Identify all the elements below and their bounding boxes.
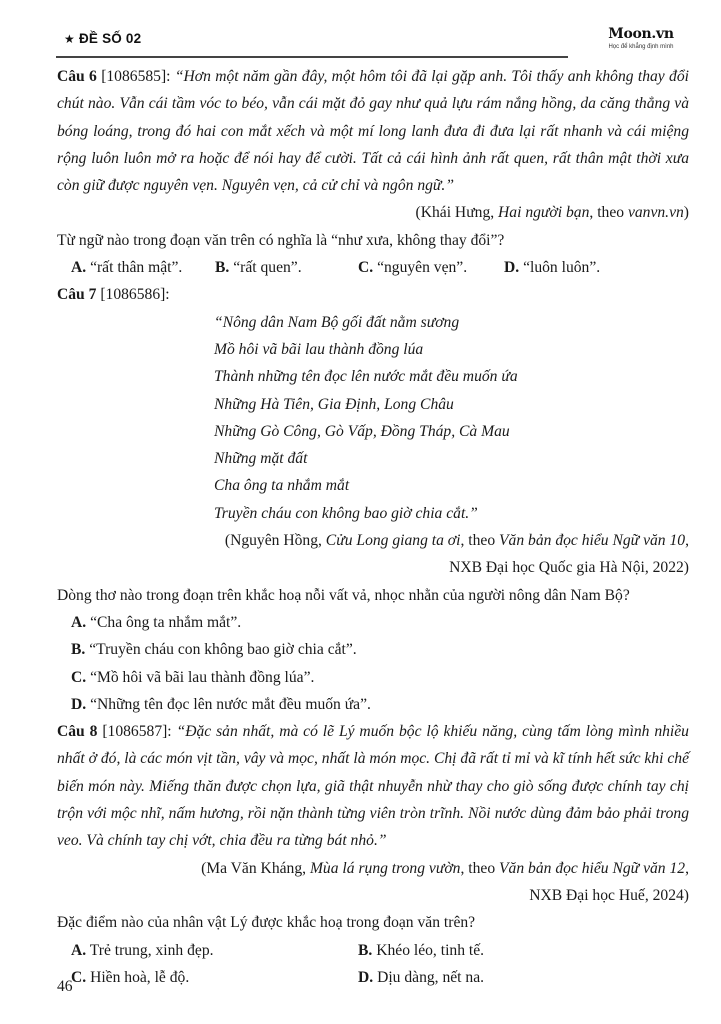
option-c[interactable] <box>57 664 689 691</box>
poem-line: Truyền cháu con không bao giờ chia cắt.” <box>214 504 478 522</box>
option-key: A. <box>71 941 87 959</box>
option-key: B. <box>358 941 373 959</box>
question-prompt: Đặc điểm nào của nhân vật Lý được khắc hoạ trong đoạn văn trên? <box>57 914 476 932</box>
option-c[interactable] <box>71 964 358 991</box>
option-text: “Những tên đọc lên nước mắt đều muốn ứa”. <box>86 695 371 713</box>
poem-line: Cha ông ta nhắm mắt <box>214 477 350 495</box>
source-author: (Ma Văn Kháng, <box>201 859 310 877</box>
poem-line: Những mặt đất <box>214 450 308 468</box>
option-text: Hiền hoà, lễ độ. <box>86 968 190 986</box>
poem-line: Thành những tên đọc lên nước mắt đều muốn ứa <box>214 368 518 386</box>
source-work: Cửu Long giang ta ơi <box>325 532 461 550</box>
option-key: D. <box>358 968 374 986</box>
exam-title-text: ĐỀ SỐ 02 <box>78 31 142 46</box>
poem-line: Những Hà Tiên, Gia Định, Long Châu <box>214 395 454 413</box>
header-divider <box>56 56 568 58</box>
source-connector: , theo <box>589 204 628 222</box>
option-key: C. <box>71 668 87 686</box>
option-a[interactable] <box>71 937 358 964</box>
question-passage <box>57 718 689 854</box>
option-key: C. <box>71 968 87 986</box>
passage-source <box>57 855 689 882</box>
option-key: D. <box>71 695 87 713</box>
source-comma: , <box>685 859 689 877</box>
source-connector: , theo <box>460 859 500 877</box>
option-text: “rất thân mật”. <box>86 259 183 277</box>
passage-source <box>57 527 689 554</box>
option-text: Khéo léo, tinh tế. <box>372 941 485 959</box>
option-key: A. <box>71 613 87 631</box>
question-id: [1086587]: <box>102 723 172 741</box>
option-text: “Cha ông ta nhắm mắt”. <box>86 613 242 631</box>
question-header <box>57 281 689 308</box>
question-label: Câu 6 <box>57 68 97 85</box>
brand-slogan: Học để khẳng định mình <box>608 44 674 50</box>
question-prompt: Từ ngữ nào trong đoạn văn trên có nghĩa là “như xưa, không thay đổi”? <box>57 231 505 249</box>
option-key: C. <box>358 259 374 277</box>
option-b[interactable] <box>57 636 689 663</box>
question-passage <box>57 63 689 199</box>
source-connector: , theo <box>460 532 500 550</box>
option-text: Dịu dàng, nết na. <box>373 968 485 986</box>
passage-text: “Đặc sản nhất, mà có lẽ Lý muốn bộc lộ khiếu năng, cùng tấm lòng mình nhiều nhất ở đó, là các món vịt tần, vây và mọc, nhất là món mọc. Chị đã rất tỉ mỉ và kĩ tính hết sức khi chế biến món này. Miếng thăn được chọn lựa, giã thật nhuyễn nhừ thay cho giò sống được chính tay chị trộn với mộc nhĩ, nấm hương, rồi nặn thành từng viên tròn trĩnh. Nồi nước dùng đảm bảo phải trong veo. Và chính tay chị vớt, chia đều ra từng bát nhỏ.” <box>57 723 689 850</box>
option-text: “Mồ hôi vã bãi lau thành đồng lúa”. <box>86 668 315 686</box>
option-b[interactable] <box>215 254 358 281</box>
poem-line: “Nông dân Nam Bộ gối đất nằm sương <box>214 313 460 331</box>
question-id: [1086586]: <box>100 286 170 304</box>
answer-options <box>57 254 689 281</box>
page-number: 46 <box>57 978 73 995</box>
option-b[interactable] <box>358 937 645 964</box>
question-id: [1086585]: <box>101 68 171 85</box>
source-book: Văn bản đọc hiểu Ngữ văn 10 <box>499 532 686 550</box>
option-text: “nguyên vẹn”. <box>373 259 468 277</box>
page-content <box>57 63 689 991</box>
source-work: Mùa lá rụng trong vườn <box>309 859 461 877</box>
option-key: D. <box>504 259 520 277</box>
option-c[interactable] <box>358 254 504 281</box>
poem-excerpt <box>57 309 689 527</box>
option-a[interactable] <box>57 609 689 636</box>
question-label: Câu 8 <box>57 723 98 741</box>
source-author: (Nguyên Hồng, <box>224 532 326 550</box>
question-6 <box>57 63 689 281</box>
option-text: “rất quen”. <box>229 259 302 277</box>
option-d[interactable] <box>358 964 645 991</box>
source-author: (Khái Hưng, <box>415 204 499 222</box>
passage-source <box>57 199 689 226</box>
passage-text: “Hơn một năm gần đây, một hôm tôi đã lại gặp anh. Tôi thấy anh không thay đổi chút nào. Vẫn cái tầm vóc to béo, vẫn cái mặt đỏ gay như quả lựu rám nắng hồng, da căng thẳng và bóng loáng, trong đó hai con mắt xếch và một mí long lanh đưa đi đưa lại rất nhanh và cái miệng rộng luôn luôn mở ra hoặc để nói hay để cười. Tất cả cái hình ảnh rất quen, rất thân mật thời xưa còn giữ được nguyên vẹn. Nguyên vẹn, cả cử chỉ và ngôn ngữ.” <box>57 68 689 195</box>
source-site: vanvn.vn <box>627 204 684 222</box>
question-label: Câu 7 <box>57 286 97 304</box>
poem-line: Những Gò Công, Gò Vấp, Đồng Tháp, Cà Mau <box>214 422 510 440</box>
page-header <box>56 26 696 66</box>
question-8 <box>57 718 689 991</box>
source-work: Hai người bạn <box>498 204 590 222</box>
star-icon: ★ <box>64 32 75 46</box>
answer-options-row-2 <box>57 964 689 991</box>
source-comma: , <box>685 532 689 550</box>
option-a[interactable] <box>71 254 215 281</box>
source-book: Văn bản đọc hiểu Ngữ văn 12 <box>499 859 686 877</box>
question-prompt: Dòng thơ nào trong đoạn trên khắc hoạ nỗi vất vả, nhọc nhằn của người nông dân Nam Bộ? <box>57 586 630 604</box>
option-text: “luôn luôn”. <box>519 259 601 277</box>
poem-line: Mồ hôi vã bãi lau thành đồng lúa <box>214 340 424 358</box>
brand-logo <box>586 26 696 50</box>
answer-options-row-1 <box>57 937 689 964</box>
exam-title <box>64 31 141 46</box>
option-d[interactable] <box>504 254 664 281</box>
option-key: A. <box>71 259 87 277</box>
option-text: “Truyền cháu con không bao giờ chia cắt”. <box>85 641 357 659</box>
option-key: B. <box>215 259 230 277</box>
option-key: B. <box>71 641 86 659</box>
question-7 <box>57 281 689 718</box>
source-close: ) <box>683 204 689 222</box>
brand-name: Moon.vn <box>608 26 674 42</box>
source-publisher: NXB Đại học Huế, 2024) <box>529 886 689 904</box>
source-publisher: NXB Đại học Quốc gia Hà Nội, 2022) <box>449 559 689 577</box>
option-d[interactable] <box>57 691 689 718</box>
option-text: Trẻ trung, xinh đẹp. <box>86 941 214 959</box>
